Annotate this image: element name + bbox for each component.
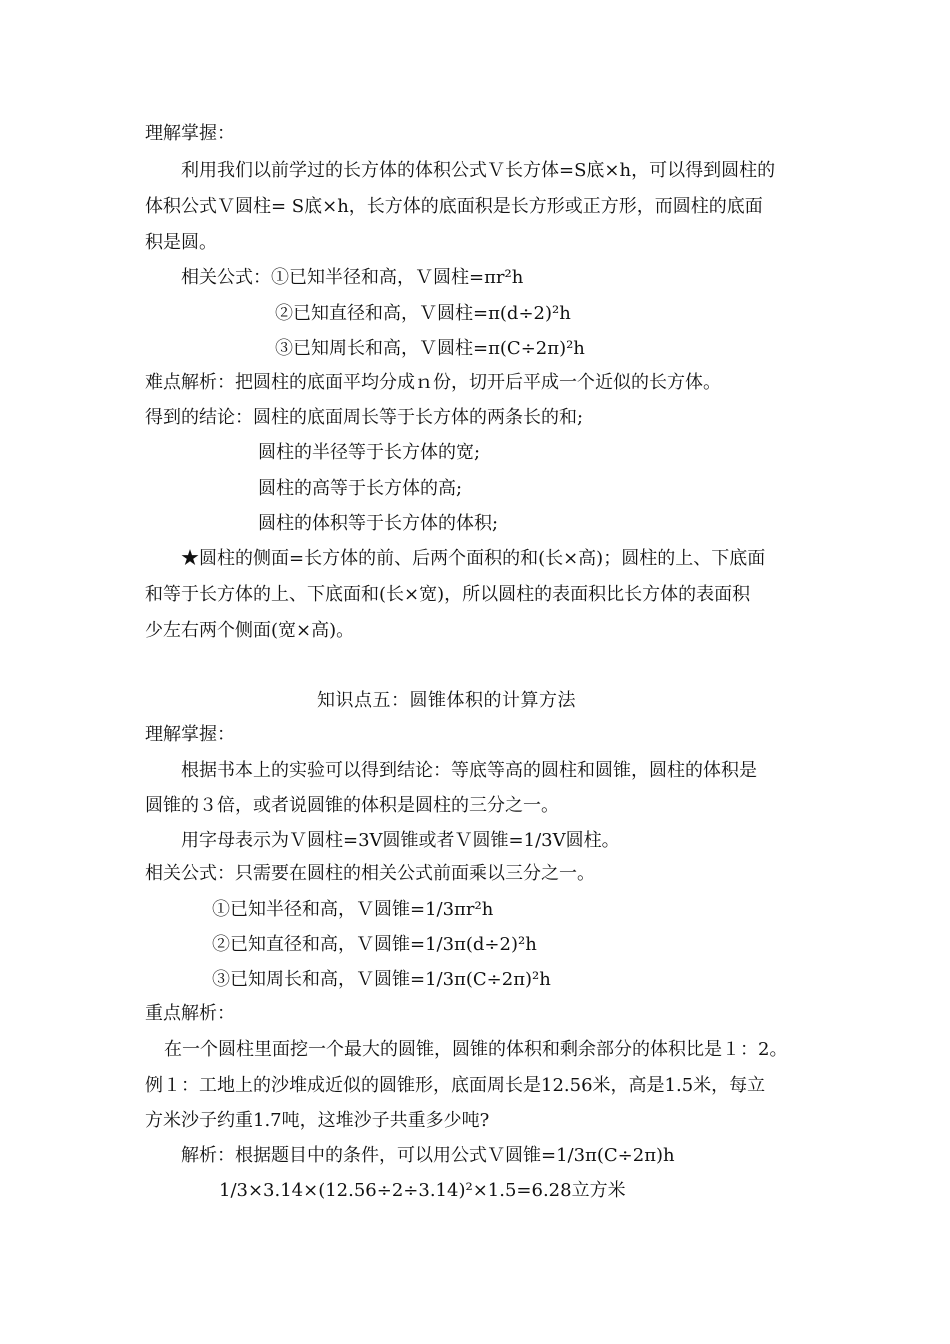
solution-line: 解析：根据题目中的条件，可以用公式Ｖ圆锥=1/3π(C÷2π)h: [181, 1145, 675, 1166]
paragraph-line: 圆锥的３倍，或者说圆锥的体积是圆柱的三分之一。: [145, 795, 559, 816]
paragraph-line: 少左右两个侧面(宽×高)。: [145, 620, 355, 641]
paragraph-line: 体积公式Ｖ圆柱= S底×h，长方体的底面积是长方形或正方形，而圆柱的底面: [145, 196, 763, 217]
paragraph-line: 利用我们以前学过的长方体的体积公式Ｖ长方体=S底×h，可以得到圆柱的: [181, 160, 776, 181]
paragraph-line: 圆柱的高等于长方体的高;: [258, 478, 463, 499]
example-line: 方米沙子约重1.7吨，这堆沙子共重多少吨?: [145, 1110, 490, 1131]
formula-line: ③已知周长和高，Ｖ圆锥=1/3π(C÷2π)²h: [212, 969, 551, 990]
solution-line: 1/3×3.14×(12.56÷2÷3.14)²×1.5=6.28立方米: [219, 1180, 626, 1201]
section-label-key-points: 重点解析：: [145, 1003, 235, 1024]
formula-line: ②已知直径和高，Ｖ圆柱=π(d÷2)²h: [275, 303, 571, 324]
formula-line: ②已知直径和高，Ｖ圆锥=1/3π(d÷2)²h: [212, 934, 537, 955]
paragraph-line: 难点解析：把圆柱的底面平均分成ｎ份，切开后平成一个近似的长方体。: [145, 372, 721, 393]
paragraph-line: 和等于长方体的上、下底面和(长×宽)，所以圆柱的表面积比长方体的表面积: [145, 584, 751, 605]
section-heading: 知识点五：圆锥体积的计算方法: [317, 690, 576, 711]
formula-line: ③已知周长和高，Ｖ圆柱=π(C÷2π)²h: [275, 338, 585, 359]
section-label-understanding: 理解掌握：: [145, 123, 235, 144]
paragraph-line: 圆柱的体积等于长方体的体积;: [258, 513, 499, 534]
example-line: 例１：工地上的沙堆成近似的圆锥形，底面周长是12.56米，高是1.5米，每立: [145, 1075, 766, 1096]
paragraph-line: 圆柱的半径等于长方体的宽;: [258, 442, 481, 463]
formula-line: ①已知半径和高，Ｖ圆锥=1/3πr²h: [212, 899, 494, 920]
formula-line: 相关公式：①已知半径和高，Ｖ圆柱=πr²h: [181, 267, 524, 288]
paragraph-line: 相关公式：只需要在圆柱的相关公式前面乘以三分之一。: [145, 863, 595, 884]
paragraph-line: 积是圆。: [145, 232, 217, 253]
section-label-understanding: 理解掌握：: [145, 724, 235, 745]
paragraph-line: 用字母表示为Ｖ圆柱=3V圆锥或者Ｖ圆锥=1/3V圆柱。: [181, 830, 620, 851]
paragraph-line: ★圆柱的侧面=长方体的前、后两个面积的和(长×高)；圆柱的上、下底面: [181, 548, 766, 569]
paragraph-line: 根据书本上的实验可以得到结论：等底等高的圆柱和圆锥，圆柱的体积是: [181, 760, 757, 781]
paragraph-line: 得到的结论：圆柱的底面周长等于长方体的两条长的和;: [145, 407, 584, 428]
paragraph-line: 在一个圆柱里面挖一个最大的圆锥，圆锥的体积和剩余部分的体积比是１：2。: [164, 1039, 788, 1060]
